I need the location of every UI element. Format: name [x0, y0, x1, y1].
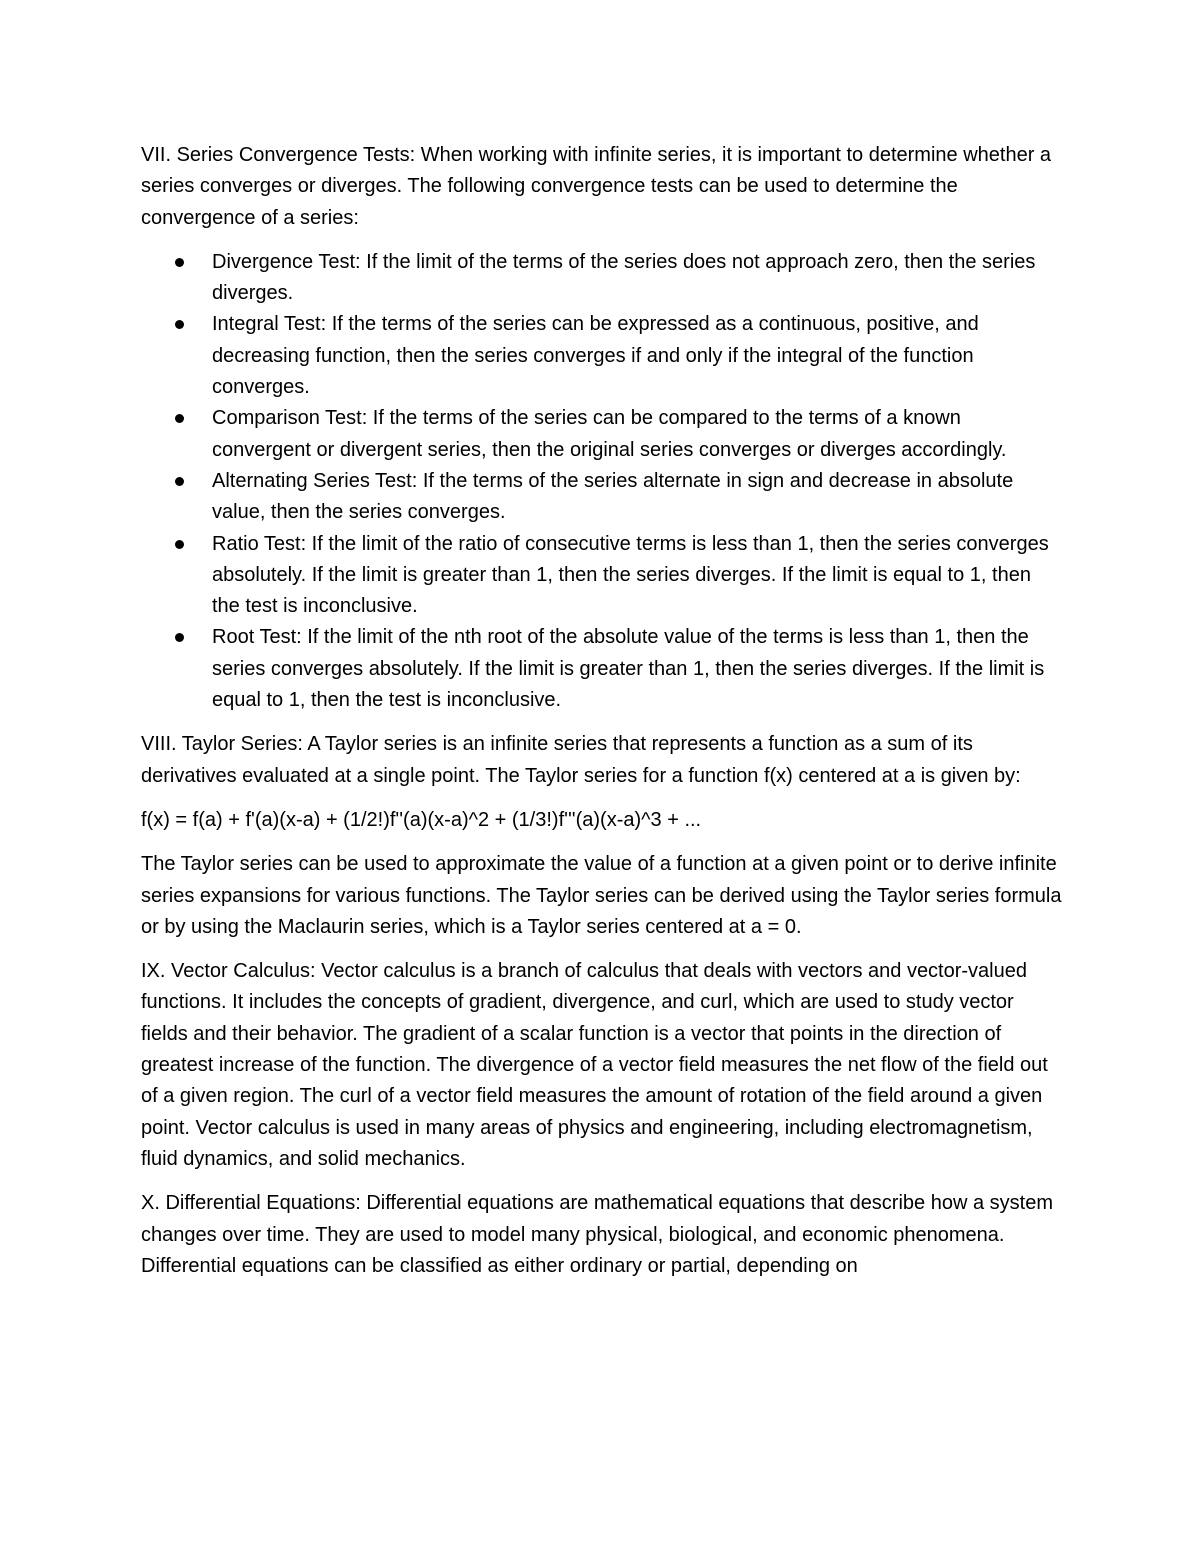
taylor-formula: f(x) = f(a) + f'(a)(x-a) + (1/2!)f''(a)(x-a)^2 + (1/3!)f'''(a)(x-a)^3 + ... — [141, 808, 702, 831]
list-item — [141, 247, 1063, 310]
bullet-icon — [175, 477, 184, 486]
list-item — [141, 466, 1063, 529]
bullet-icon — [175, 320, 184, 329]
list-item-text: Ratio Test: If the limit of the ratio of consecutive terms is less than 1, then the series converges absolutely. If the limit is greater than 1, then the series diverges. If the limit is equal to 1, then the test is inconclusive. — [212, 532, 1049, 618]
document-body — [141, 140, 1063, 1295]
list-item-text: Integral Test: If the terms of the series can be expressed as a continuous, positive, and decreasing function, then the series converges if and only if the integral of the function converges. — [212, 313, 979, 399]
list-item-text: Root Test: If the limit of the nth root of the absolute value of the terms is less than 1, then the series converges absolutely. If the limit is greater than 1, then the series diverges. If the limit is equal to 1, then the test is inconclusive. — [212, 626, 1045, 712]
section-ix-text: IX. Vector Calculus: Vector calculus is a branch of calculus that deals with vectors and vector-valued functions. It includes the concepts of gradient, divergence, and curl, which are used to study vector fields and their behavior. The gradient of a scalar function is a vector that points in the direction of greatest increase of the function. The divergence of a vector field measures the net flow of the field out of a given region. The curl of a vector field measures the amount of rotation of the field around a given point. Vector calculus is used in many areas of physics and engineering, including electromagnetism, fluid dynamics, and solid mechanics. — [141, 960, 1048, 1170]
section-viii-intro: VIII. Taylor Series: A Taylor series is an infinite series that represents a function as a sum of its derivatives evaluated at a single point. The Taylor series for a function f(x) centered at a is given by: — [141, 733, 1021, 787]
list-item — [141, 309, 1063, 403]
list-item — [141, 529, 1063, 623]
list-item-text: Comparison Test: If the terms of the series can be compared to the terms of a known convergent or divergent series, then the original series converges or diverges accordingly. — [212, 407, 1007, 461]
list-item-text: Divergence Test: If the limit of the terms of the series does not approach zero, then the series diverges. — [212, 250, 1036, 305]
list-item — [141, 403, 1063, 466]
section-vii-intro: VII. Series Convergence Tests: When working with infinite series, it is important to determine whether a series converges or diverges. The following convergence tests can be used to determine the convergence of a series: — [141, 144, 1052, 229]
bullet-icon — [175, 414, 184, 423]
list-item — [141, 622, 1063, 716]
convergence-tests-list — [141, 247, 1063, 716]
bullet-icon — [175, 633, 184, 642]
list-item-text: Alternating Series Test: If the terms of the series alternate in sign and decrease in absolute value, then the series converges. — [212, 469, 1014, 524]
bullet-icon — [175, 540, 184, 549]
section-x-text: X. Differential Equations: Differential equations are mathematical equations that describe how a system changes over time. They are used to model many physical, biological, and economic phenomena. Differential equations can be classified as either ordinary or partial, depending on — [141, 1192, 1053, 1277]
bullet-icon — [175, 258, 184, 267]
section-viii-body: The Taylor series can be used to approximate the value of a function at a given point or to derive infinite series expansions for various functions. The Taylor series can be derived using the Taylor series formula or by using the Maclaurin series, which is a Taylor series centered at a = 0. — [141, 853, 1062, 938]
